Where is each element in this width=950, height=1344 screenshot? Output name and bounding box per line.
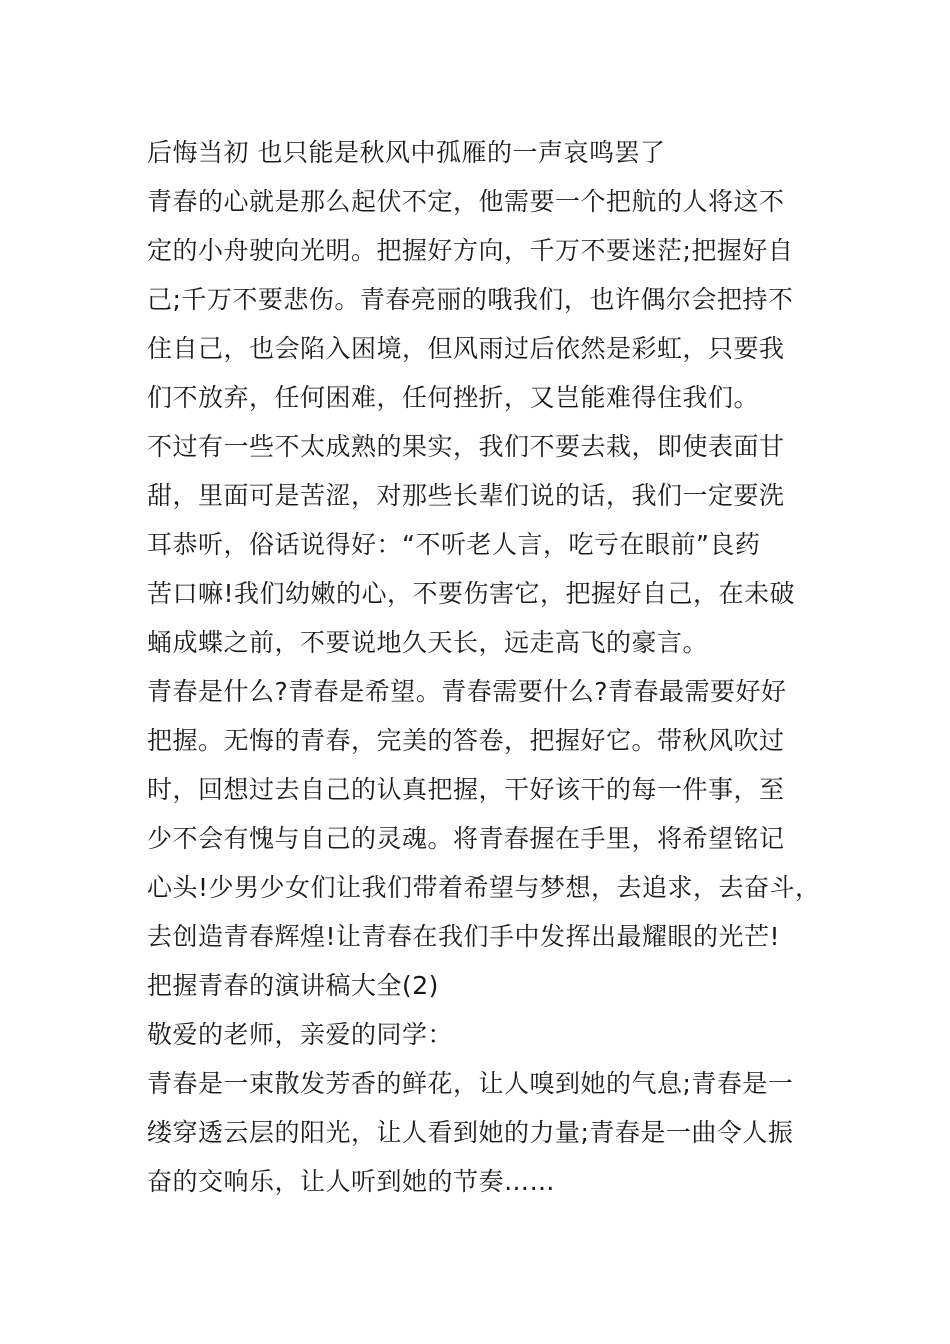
document-body [147, 128, 827, 1206]
text-line: 苦口嘛!我们幼嫩的心，不要伤害它，把握好自己，在未破 [147, 579, 796, 608]
section-heading: 把握青春的演讲稿大全(2) [147, 971, 439, 1000]
text-line: 青春是什么?青春是希望。青春需要什么?青春最需要好好 [147, 677, 787, 706]
text-line: 甜，里面可是苦涩，对那些长辈们说的话，我们一定要洗 [147, 481, 785, 510]
salutation: 敬爱的老师，亲爱的同学： [147, 1020, 454, 1049]
text-line: 青春的心就是那么起伏不定，他需要一个把航的人将这不 [147, 187, 785, 216]
text-line: 青春是一束散发芳香的鲜花，让人嗅到她的气息;青春是一 [147, 1069, 794, 1098]
text-line: 去创造青春辉煌!让青春在我们手中发挥出最耀眼的光芒! [147, 922, 781, 951]
text-line: 心头!少男少女们让我们带着希望与梦想，去追求，去奋斗， [147, 873, 821, 902]
text-line: 后悔当初 也只能是秋风中孤雁的一声哀鸣罢了 [147, 138, 666, 167]
text-line: 缕穿透云层的阳光，让人看到她的力量;青春是一曲令人振 [147, 1118, 794, 1147]
text-line: 蛹成蝶之前，不要说地久天长，远走高飞的豪言。 [147, 628, 709, 657]
text-line: 把握。无悔的青春，完美的答卷，把握好它。带秋风吹过 [147, 726, 785, 755]
text-line: 不过有一些不太成熟的果实，我们不要去栽，即使表面甘 [147, 432, 785, 461]
text-line: 少不会有愧与自己的灵魂。将青春握在手里，将希望铭记 [147, 824, 785, 853]
text-line: 们不放弃，任何困难，任何挫折，又岂能难得住我们。 [147, 383, 760, 412]
text-line: 时，回想过去自己的认真把握，干好该干的每一件事，至 [147, 775, 785, 804]
text-line: 奋的交响乐，让人听到她的节奏…… [147, 1167, 556, 1196]
text-line: 耳恭听，俗话说得好：“不听老人言，吃亏在眼前”良药 [147, 530, 761, 559]
text-line: 定的小舟驶向光明。把握好方向，千万不要迷茫;把握好自 [147, 236, 794, 265]
text-line: 己;千万不要悲伤。青春亮丽的哦我们，也许偶尔会把持不 [147, 285, 794, 314]
text-line: 住自己，也会陷入困境，但风雨过后依然是彩虹，只要我 [147, 334, 785, 363]
